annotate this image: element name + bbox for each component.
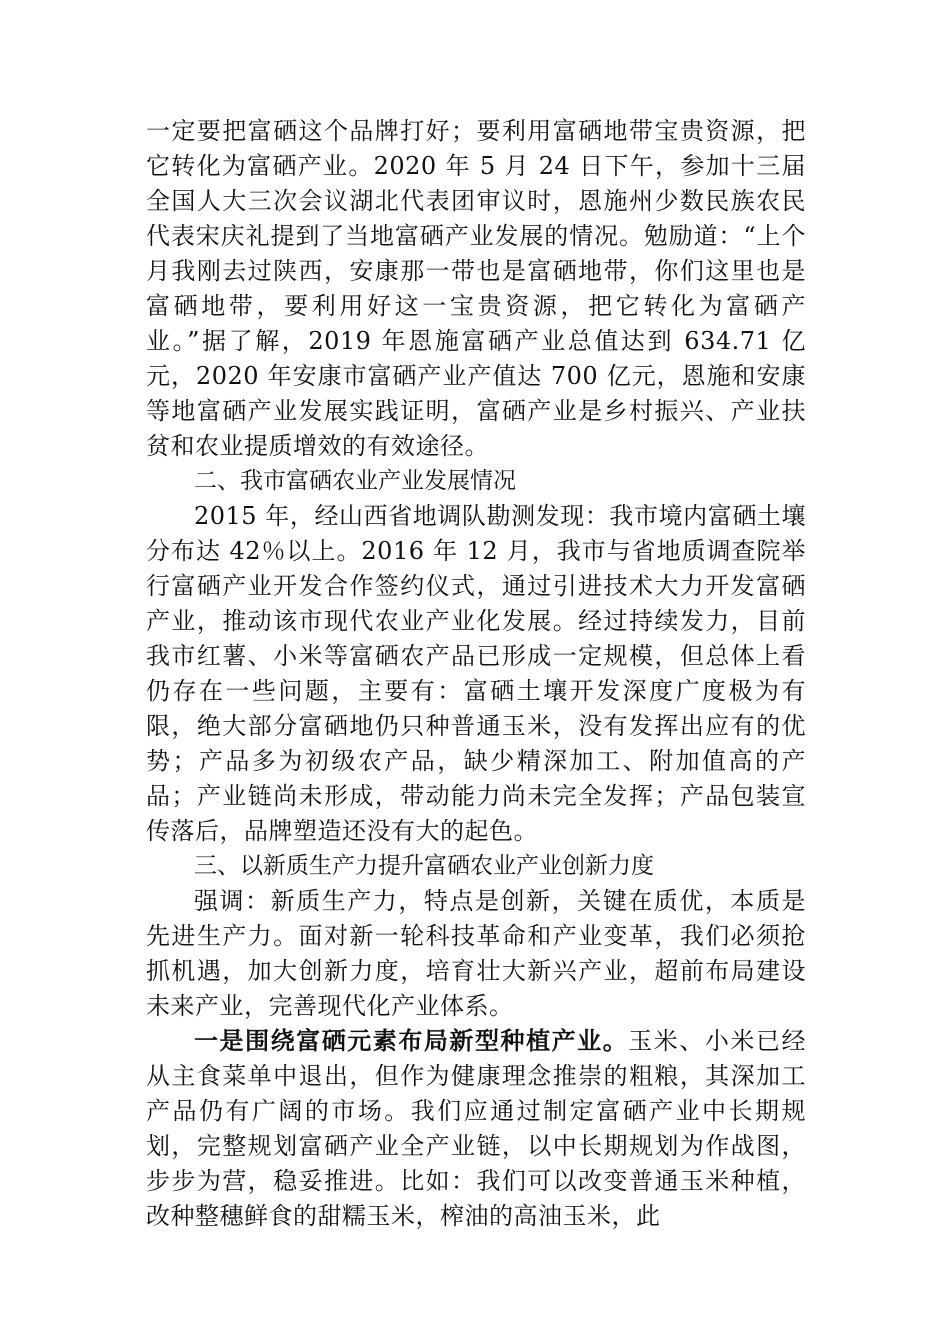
paragraph-new-productivity: 强调：新质生产力，特点是创新，关键在质优，本质是先进生产力。面对新一轮科技革命和产业变革，我们必须抢抓机遇，加大创新力度，培育壮大新兴产业，超前布局建设未来产业，完善现代化产业体系。 [146, 887, 806, 1020]
paragraph-lead-bold: 一是围绕富硒元素布局新型种植产业。 [194, 1027, 629, 1055]
paragraph-planting-industry [146, 1024, 806, 1234]
document-page [146, 114, 806, 1234]
paragraph-body-text: 玉米、小米已经从主食菜单中退出，但作为健康理念推崇的粗粮，其深加工产品仍有广阔的市场。我们应通过制定富硒产业中长期规划，完整规划富硒产业全产业链，以中长期规划为作战图，步步为营，稳妥推进。比如：我们可以改变普通玉米种植，改种整穗鲜食的甜糯玉米，榨油的高油玉米，此 [146, 1027, 807, 1230]
paragraph-selenium-brand: 一定要把富硒这个品牌打好；要利用富硒地带宝贵资源，把它转化为富硒产业。2020 年 5 月 24 日下午，参加十三届全国人大三次会议湖北代表团审议时，恩施州少数民族农民代表宋庆礼提到了当地富硒产业发展的情况。勉励道：“上个月我刚去过陕西，安康那一带也是富硒地带，你们这里也是富硒地带，要利用好这一宝贵资源，把它转化为富硒产业。”据了解，2019 年恩施富硒产业总值达到 634.71 亿元，2020 年安康市富硒产业产值达 700 亿元，恩施和安康等地富硒产业发展实践证明，富硒产业是乡村振兴、产业扶贫和农业提质增效的有效途径。 [146, 117, 806, 460]
paragraph-local-development: 2015 年，经山西省地调队勘测发现：我市境内富硒土壤分布达 42％以上。2016 年 12 月，我市与省地质调查院举行富硒产业开发合作签约仪式，通过引进技术大力开发富硒产业，推动该市现代农业产业化发展。经过持续发力，目前我市红薯、小米等富硒农产品已形成一定规模，但总体上看仍存在一些问题，主要有：富硒土壤开发深度广度极为有限，绝大部分富硒地仍只种普通玉米，没有发挥出应有的优势；产品多为初级农产品，缺少精深加工、附加值高的产品；产业链尚未形成，带动能力尚未完全发挥；产品包装宣传落后，品牌塑造还没有大的起色。 [146, 502, 806, 845]
section-heading-2: 二、我市富硒农业产业发展情况 [194, 468, 516, 494]
section-heading-3: 三、以新质生产力提升富硒农业产业创新力度 [194, 853, 654, 879]
